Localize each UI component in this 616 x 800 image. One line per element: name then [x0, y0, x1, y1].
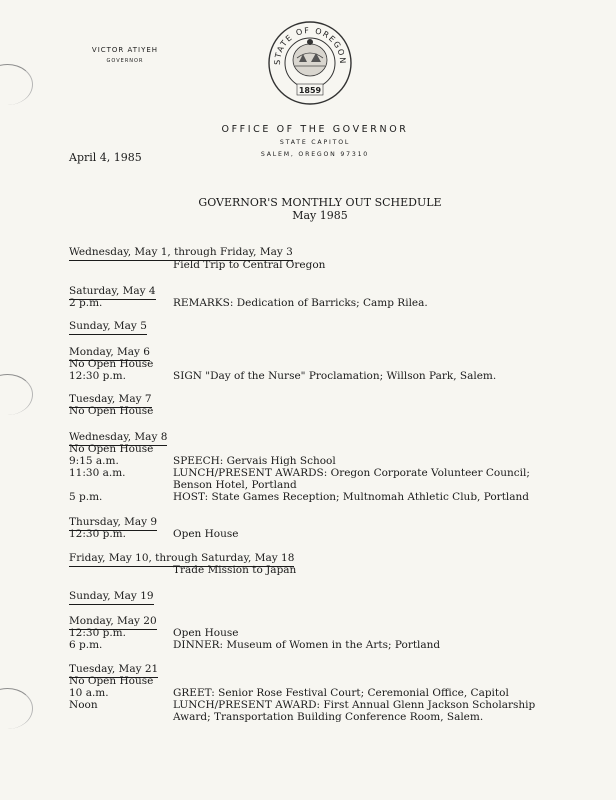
- schedule-time: 5 p.m.: [69, 491, 103, 503]
- schedule-time: 12:30 p.m.: [69, 528, 126, 540]
- schedule-time: No Open House: [69, 443, 154, 455]
- schedule-date-heading: Tuesday, May 21: [69, 663, 158, 678]
- schedule-title: GOVERNOR'S MONTHLY OUT SCHEDULE: [198, 196, 442, 209]
- office-building: STATE CAPITOL: [279, 139, 351, 146]
- binder-hole-middle: [0, 374, 33, 415]
- state-seal-icon: [267, 20, 353, 106]
- schedule-event: GREET: Senior Rose Festival Court; Ceremonial Office, Capitol: [173, 687, 509, 699]
- seal-text: STATE OF OREGON: [272, 25, 348, 66]
- office-city: SALEM, OREGON 97310: [260, 151, 370, 158]
- binder-hole-top: [0, 64, 33, 105]
- schedule-date-heading: Sunday, May 5: [69, 320, 147, 335]
- schedule-date-heading: Friday, May 10, through Saturday, May 18: [69, 552, 294, 567]
- schedule-event: Field Trip to Central Oregon: [173, 259, 326, 271]
- office-title: OFFICE OF THE GOVERNOR: [221, 124, 409, 135]
- schedule-date-heading: Wednesday, May 1, through Friday, May 3: [69, 246, 293, 261]
- schedule-date-heading: Tuesday, May 7: [69, 393, 152, 408]
- schedule-event: DINNER: Museum of Women in the Arts; Portland: [173, 639, 441, 651]
- schedule-event: LUNCH/PRESENT AWARD: First Annual Glenn Jackson Scholarship: [173, 699, 536, 711]
- schedule-time: No Open House: [69, 405, 154, 417]
- schedule-time: 12:30 p.m.: [69, 627, 126, 639]
- schedule-time: Noon: [69, 699, 98, 711]
- schedule-event: REMARKS: Dedication of Barricks; Camp Rilea.: [173, 297, 428, 309]
- schedule-subtitle: May 1985: [292, 209, 348, 222]
- schedule-event: SPEECH: Gervais High School: [173, 455, 336, 467]
- schedule-time: No Open House: [69, 675, 154, 687]
- governor-name: VICTOR ATIYEH: [91, 46, 159, 54]
- binder-hole-bottom: [0, 688, 33, 729]
- seal-year: 1859: [298, 86, 322, 95]
- governor-title: GOVERNOR: [106, 58, 144, 64]
- schedule-date-heading: Saturday, May 4: [69, 285, 156, 300]
- schedule-date-heading: Sunday, May 19: [69, 590, 154, 605]
- schedule-event: Benson Hotel, Portland: [173, 479, 297, 491]
- schedule-event: LUNCH/PRESENT AWARDS: Oregon Corporate Volunteer Council;: [173, 467, 530, 479]
- schedule-event: Open House: [173, 528, 239, 540]
- schedule-event: HOST: State Games Reception; Multnomah Athletic Club, Portland: [173, 491, 530, 503]
- schedule-time: 6 p.m.: [69, 639, 103, 651]
- letter-date: April 4, 1985: [69, 151, 142, 164]
- schedule-date-heading: Monday, May 6: [69, 346, 150, 361]
- schedule-time: 12:30 p.m.: [69, 370, 126, 382]
- schedule-time: No Open House: [69, 358, 154, 370]
- schedule-time: 2 p.m.: [69, 297, 103, 309]
- schedule-event: Award; Transportation Building Conference Room, Salem.: [173, 711, 484, 723]
- schedule-event: SIGN "Day of the Nurse" Proclamation; Willson Park, Salem.: [173, 370, 497, 382]
- schedule-date-heading: Wednesday, May 8: [69, 431, 167, 446]
- schedule-event: Trade Mission to Japan: [173, 564, 297, 576]
- schedule-date-heading: Thursday, May 9: [69, 516, 157, 531]
- schedule-date-heading: Monday, May 20: [69, 615, 157, 630]
- schedule-time: 11:30 a.m.: [69, 467, 126, 479]
- schedule-time: 9:15 a.m.: [69, 455, 119, 467]
- schedule-time: 10 a.m.: [69, 687, 109, 699]
- schedule-event: Open House: [173, 627, 239, 639]
